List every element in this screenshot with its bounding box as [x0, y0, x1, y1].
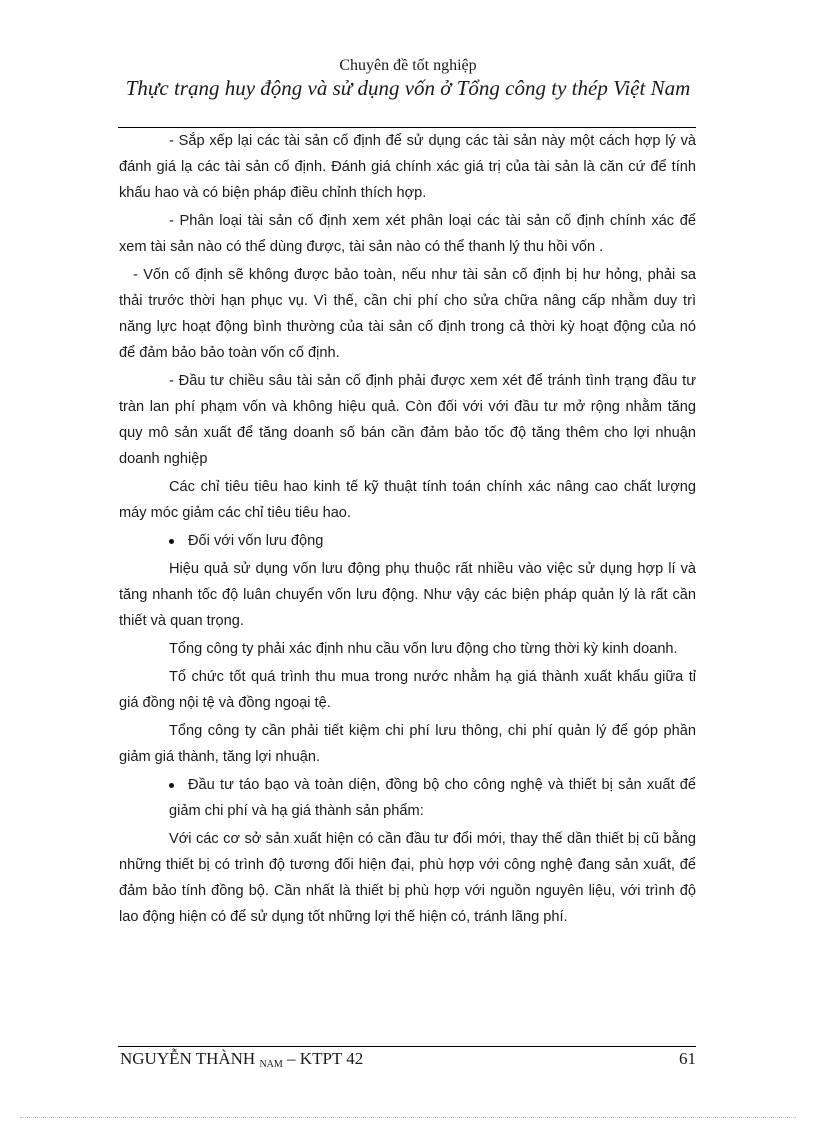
footer-author-name: NGUYỄN THÀNH [120, 1049, 256, 1068]
page-edge-divider [20, 1117, 796, 1118]
header-subtitle: Chuyên đề tốt nghiệp [339, 57, 477, 74]
paragraph: - Phân loại tài sản cố định xem xét phân loại các tài sản cố định chính xác để xem tài sản nào có thể dùng được, tài sản nào có thể thanh lý thu hồi vốn . [119, 213, 696, 255]
footer-author [120, 1048, 363, 1076]
paragraph: - Vốn cố định sẽ không được bảo toàn, nếu như tài sản cố định bị hư hỏng, phải sa thải trước thời hạn phục vụ. Vì thế, cần chi phí cho sửa chữa nâng cấp nhằm duy trì năng lực hoạt động bình thường của tài sản cố định trong cả thời kỳ hoạt động của nó để đảm bảo bảo toàn vốn cố định. [119, 267, 696, 361]
document-body [119, 128, 696, 932]
footer-divider [118, 1046, 696, 1047]
bullet-text: Đầu tư táo bạo và toàn diện, đồng bộ cho công nghệ và thiết bị sản xuất để giảm chi phí và hạ giá thành sản phẩm: [169, 777, 696, 819]
footer-author-small: NAM [259, 1059, 283, 1070]
paragraph: Các chỉ tiêu tiêu hao kinh tế kỹ thuật tính toán chính xác nâng cao chất lượng máy móc giảm các chỉ tiêu tiêu hao. [119, 479, 696, 521]
paragraph: Tổng công ty cần phải tiết kiệm chi phí lưu thông, chi phí quản lý để góp phần giảm giá thành, tăng lợi nhuận. [119, 723, 696, 765]
paragraph: Tổ chức tốt quá trình thu mua trong nước nhằm hạ giá thành xuất khẩu giữa tỉ giá đồng nội tệ và đồng ngoại tệ. [119, 669, 696, 711]
bullet-icon [169, 539, 174, 544]
bullet-item [119, 528, 696, 554]
paragraph: - Sắp xếp lại các tài sản cố định để sử dụng các tài sản này một cách hợp lý và đánh giá lạ các tài sản cố định. Đánh giá chính xác giá trị của tài sản là căn cứ để tính khấu hao và có biện pháp điều chỉnh thích hợp. [119, 133, 696, 201]
paragraph: Tổng công ty phải xác định nhu cầu vốn lưu động cho từng thời kỳ kinh doanh. [169, 641, 678, 657]
bullet-item [119, 772, 696, 824]
paragraph: - Đầu tư chiều sâu tài sản cố định phải được xem xét để tránh tình trạng đầu tư tràn lan phí phạm vốn và không hiệu quả. Còn đối với với đầu tư mở rộng nhằm tăng quy mô sản xuất để tăng doanh số bán cần đảm bảo tốc độ tăng thêm cho lợi nhuận doanh nghiệp [119, 373, 696, 467]
bullet-icon [169, 783, 174, 788]
paragraph: Với các cơ sở sản xuất hiện có cần đầu tư đổi mới, thay thế dần thiết bị cũ bằng những thiết bị có trình độ tương đối hiện đại, phù hợp với công nghệ đang sản xuất, để đảm bảo tính đồng bộ. Cần nhất là thiết bị phù hợp với nguồn nguyên liệu, với trình độ lao động hiện có để sử dụng tốt những lợi thế hiện có, tránh lãng phí. [119, 831, 696, 925]
bullet-text: Đối với vốn lưu động [188, 533, 324, 549]
paragraph: Hiệu quả sử dụng vốn lưu động phụ thuộc rất nhiều vào việc sử dụng hợp lí và tăng nhanh tốc độ luân chuyển vốn lưu động. Như vậy các biện pháp quản lý là rất cần thiết và quan trọng. [119, 561, 696, 629]
header-title: Thực trạng huy động và sử dụng vốn ở Tổng công ty thép Việt Nam [125, 76, 691, 100]
page-number: 61 [679, 1049, 696, 1068]
footer-class-code: – KTPT 42 [287, 1049, 364, 1068]
